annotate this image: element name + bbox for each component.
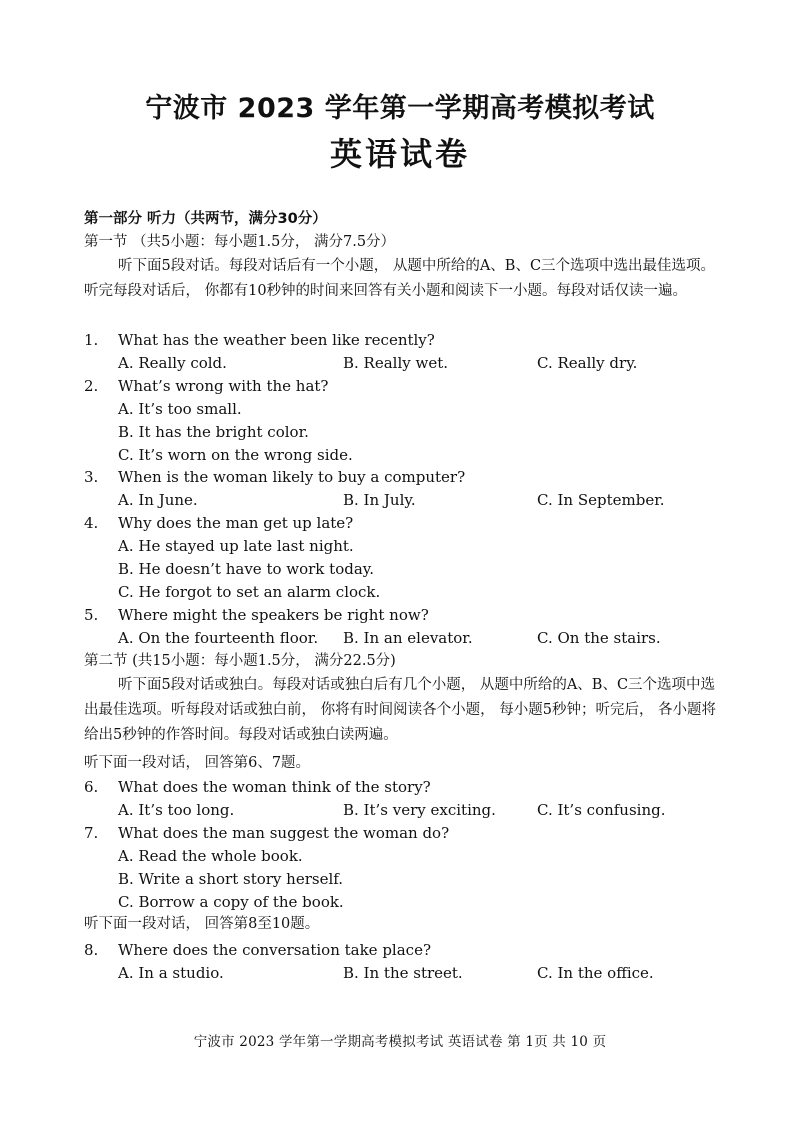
option-a: A. He stayed up late last night. (118, 537, 354, 555)
exam-title: 宁波市 2023 学年第一学期高考模拟考试 (145, 93, 655, 124)
question-number: 1. (84, 331, 99, 349)
question-text: Why does the man get up late? (118, 514, 354, 532)
option-c: C. It’s worn on the wrong side. (118, 446, 353, 464)
question-text: What has the weather been like recently? (118, 331, 435, 349)
option-a: A. In a studio. (118, 964, 224, 982)
question-number: 3. (84, 468, 99, 486)
option-a: A. Read the whole book. (118, 847, 303, 865)
question-text: What does the man suggest the woman do? (118, 824, 450, 842)
question-number: 6. (84, 778, 99, 796)
section1-instructions: 听下面5段对话。每段对话后有一个小题， 从题中所给的A、B、C三个选项中选出最佳选项。听完每段对话后， 你都有10秒钟的时间来回答有关小题和阅读下一小题。每段对话仅读一遍。 (84, 258, 716, 299)
question-text: Where might the speakers be right now? (118, 606, 429, 624)
section1-heading: 第一节 （共5小题：每小题1.5分， 满分7.5分） (84, 234, 396, 250)
section2-instructions: 听下面5段对话或独白。每段对话或独白后有几个小题， 从题中所给的A、B、C三个选项中选出最佳选项。听每段对话或独白前， 你将有时间阅读各个小题， 每小题5秒钟；听完后， 各小题将给出5秒钟的作答时间。每段对话或独白读两遍。 (84, 677, 717, 743)
question-number: 4. (84, 514, 99, 532)
option-c: C. He forgot to set an alarm clock. (118, 583, 381, 601)
option-b: B. In the street. (343, 964, 463, 982)
option-b: B. Write a short story herself. (118, 870, 344, 888)
option-b: B. In an elevator. (343, 629, 473, 647)
question-text: What does the woman think of the story? (118, 778, 431, 796)
option-a: A. It’s too long. (118, 801, 235, 819)
option-b: B. It has the bright color. (118, 423, 309, 441)
option-c: C. In September. (537, 491, 665, 509)
option-a: A. In June. (118, 491, 198, 509)
question-number: 8. (84, 941, 99, 959)
question-text: When is the woman likely to buy a computer? (118, 468, 466, 486)
question-number: 5. (84, 606, 99, 624)
question-text: Where does the conversation take place? (118, 941, 431, 959)
option-a: A. On the fourteenth floor. (118, 629, 319, 647)
question-number: 7. (84, 824, 99, 842)
option-a: A. Really cold. (118, 354, 227, 372)
option-b: B. He doesn’t have to work today. (118, 560, 375, 578)
option-a: A. It’s too small. (118, 400, 242, 418)
option-b: B. Really wet. (343, 354, 449, 372)
option-c: C. On the stairs. (537, 629, 661, 647)
dialogue-intro: 听下面一段对话， 回答第8至10题。 (84, 916, 320, 932)
option-b: B. In July. (343, 491, 416, 509)
question-text: What’s wrong with the hat? (118, 377, 329, 395)
option-b: B. It’s very exciting. (343, 801, 496, 819)
option-c: C. Borrow a copy of the book. (118, 893, 344, 911)
section2-heading: 第二节 (共15小题：每小题1.5分， 满分22.5分) (84, 653, 396, 669)
dialogue-intro: 听下面一段对话， 回答第6、7题。 (84, 755, 311, 771)
question-number: 2. (84, 377, 99, 395)
part1-heading: 第一部分 听力（共两节，满分30分） (84, 211, 327, 227)
option-c: C. It’s confusing. (537, 801, 666, 819)
page-footer: 宁波市 2023 学年第一学期高考模拟考试 英语试卷 第 1页 共 10 页 (193, 1034, 607, 1050)
option-c: C. Really dry. (537, 354, 638, 372)
option-c: C. In the office. (537, 964, 654, 982)
exam-subject-title: 英语试卷 (329, 135, 470, 173)
